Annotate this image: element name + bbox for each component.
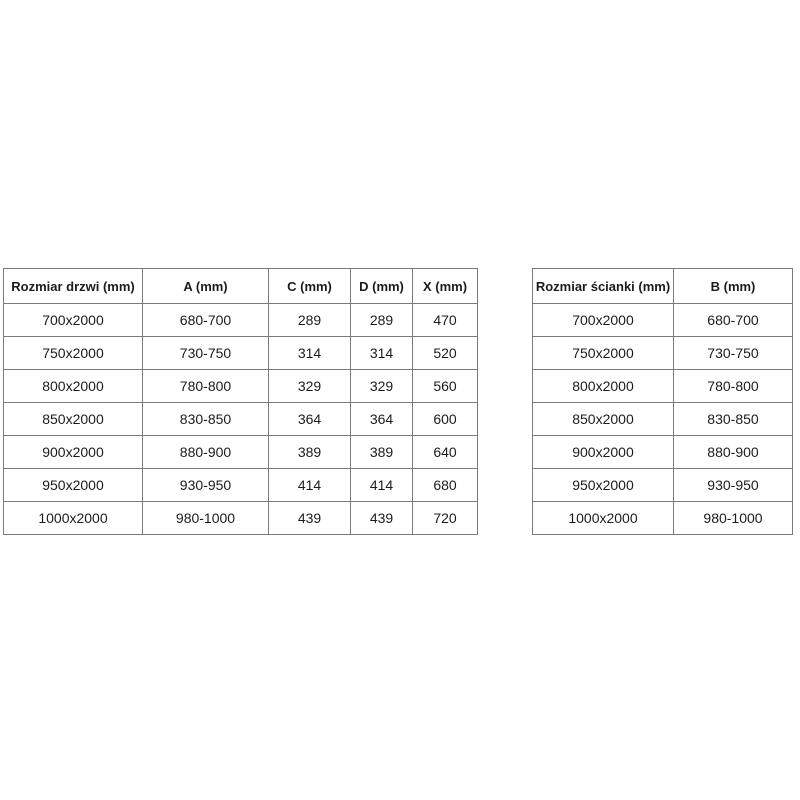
column-header-rozmiar-drzwi: Rozmiar drzwi (mm): [4, 269, 143, 304]
table-cell: 900x2000: [533, 436, 674, 469]
table-cell: 880-900: [143, 436, 269, 469]
table-cell: 640: [413, 436, 478, 469]
table-row: [533, 436, 793, 469]
table-row: [4, 502, 478, 535]
table-cell: 329: [351, 370, 413, 403]
table-row: [533, 469, 793, 502]
table-row: [533, 502, 793, 535]
table-cell: 439: [269, 502, 351, 535]
table-cell: 800x2000: [4, 370, 143, 403]
table-row: [533, 304, 793, 337]
table-cell: 980-1000: [143, 502, 269, 535]
table-cell: 560: [413, 370, 478, 403]
column-header-c: C (mm): [269, 269, 351, 304]
table-cell: 680-700: [674, 304, 793, 337]
column-header-rozmiar-scianki: Rozmiar ścianki (mm): [533, 269, 674, 304]
table-cell: 930-950: [143, 469, 269, 502]
table-cell: 289: [269, 304, 351, 337]
table-cell: 830-850: [143, 403, 269, 436]
table-cell: 439: [351, 502, 413, 535]
column-header-b: B (mm): [674, 269, 793, 304]
table-cell: 730-750: [143, 337, 269, 370]
table-row: [4, 436, 478, 469]
table-cell: 700x2000: [533, 304, 674, 337]
table-cell: 329: [269, 370, 351, 403]
column-header-a: A (mm): [143, 269, 269, 304]
table-row: [4, 370, 478, 403]
table-row: [4, 337, 478, 370]
table-cell: 850x2000: [533, 403, 674, 436]
column-header-d: D (mm): [351, 269, 413, 304]
table-cell: 700x2000: [4, 304, 143, 337]
table-cell: 680: [413, 469, 478, 502]
table-cell: 1000x2000: [4, 502, 143, 535]
column-header-x: X (mm): [413, 269, 478, 304]
table-cell: 780-800: [143, 370, 269, 403]
table-cell: 850x2000: [4, 403, 143, 436]
table-cell: 680-700: [143, 304, 269, 337]
table-cell: 750x2000: [533, 337, 674, 370]
table-row: [4, 469, 478, 502]
table-cell: 730-750: [674, 337, 793, 370]
table-cell: 520: [413, 337, 478, 370]
header-row: [533, 269, 793, 304]
table-row: [533, 370, 793, 403]
table-cell: 314: [351, 337, 413, 370]
table-cell: 364: [269, 403, 351, 436]
table-cell: 470: [413, 304, 478, 337]
table-cell: 780-800: [674, 370, 793, 403]
wall-dimensions-table: [532, 268, 793, 535]
table-cell: 830-850: [674, 403, 793, 436]
table-cell: 980-1000: [674, 502, 793, 535]
table-cell: 364: [351, 403, 413, 436]
table-cell: 414: [269, 469, 351, 502]
table-cell: 950x2000: [533, 469, 674, 502]
table-cell: 389: [269, 436, 351, 469]
table-cell: 389: [351, 436, 413, 469]
table-cell: 750x2000: [4, 337, 143, 370]
table-cell: 900x2000: [4, 436, 143, 469]
table-cell: 930-950: [674, 469, 793, 502]
table-cell: 720: [413, 502, 478, 535]
table-cell: 414: [351, 469, 413, 502]
door-dimensions-table: [3, 268, 478, 535]
table-cell: 600: [413, 403, 478, 436]
table-cell: 289: [351, 304, 413, 337]
table-row: [533, 403, 793, 436]
table-cell: 950x2000: [4, 469, 143, 502]
table-cell: 1000x2000: [533, 502, 674, 535]
table-row: [4, 304, 478, 337]
table-cell: 880-900: [674, 436, 793, 469]
header-row: [4, 269, 478, 304]
table-row: [533, 337, 793, 370]
table-cell: 800x2000: [533, 370, 674, 403]
table-row: [4, 403, 478, 436]
table-cell: 314: [269, 337, 351, 370]
